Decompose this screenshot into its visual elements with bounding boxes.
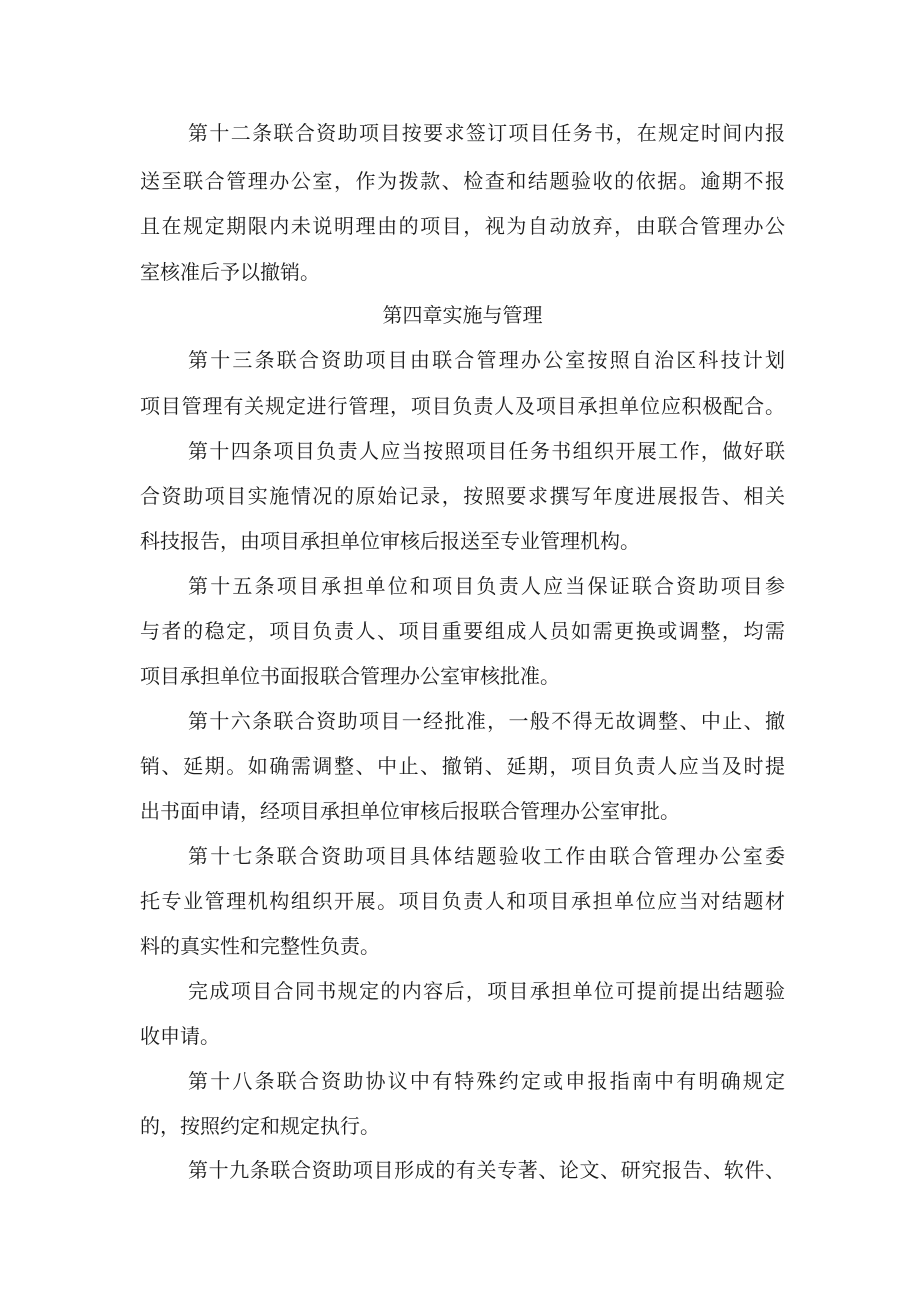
article-15-line-2: 与者的稳定，项目负责人、项目重要组成人员如需更换或调整，均需 (140, 619, 785, 643)
article-16-line-1: 第十六条联合资助项目一经批准，一般不得无故调整、中止、撤 (188, 709, 785, 733)
article-17-line-3: 料的真实性和完整性负责。 (140, 934, 380, 958)
article-17-line-2: 托专业管理机构组织开展。项目负责人和项目承担单位应当对结题材 (140, 889, 785, 913)
article-13-line-2: 项目管理有关规定进行管理，项目负责人及项目承担单位应积极配合。 (140, 394, 785, 418)
article-19-line-1: 第十九条联合资助项目形成的有关专著、论文、研究报告、软件、 (188, 1158, 785, 1182)
article-18-line-2: 的，按照约定和规定执行。 (140, 1114, 380, 1138)
article-17-line-1: 第十七条联合资助项目具体结题验收工作由联合管理办公室委 (188, 844, 785, 868)
article-16-line-3: 出书面申请，经项目承担单位审核后报联合管理办公室审批。 (140, 799, 680, 823)
article-12-line-2: 送至联合管理办公室，作为拨款、检查和结题验收的依据。逾期不报 (140, 169, 785, 193)
article-12-line-1: 第十二条联合资助项目按要求签订项目任务书，在规定时间内报 (188, 121, 785, 145)
article-18-line-1: 第十八条联合资助协议中有特殊约定或申报指南中有明确规定 (188, 1069, 785, 1093)
article-14-line-1: 第十四条项目负责人应当按照项目任务书组织开展工作，做好联 (188, 439, 785, 463)
article-13-line-1: 第十三条联合资助项目由联合管理办公室按照自治区科技计划 (188, 348, 785, 372)
article-14-line-3: 科技报告，由项目承担单位审核后报送至专业管理机构。 (140, 529, 640, 553)
completion-line-1: 完成项目合同书规定的内容后，项目承担单位可提前提出结题验 (188, 979, 785, 1003)
article-14-line-2: 合资助项目实施情况的原始记录，按照要求撰写年度进展报告、相关 (140, 484, 785, 508)
article-12-line-4: 室核准后予以撤销。 (140, 260, 320, 284)
completion-line-2: 收申请。 (140, 1024, 220, 1048)
article-15-line-3: 项目承担单位书面报联合管理办公室审核批准。 (140, 664, 560, 688)
chapter-heading: 第四章实施与管理 (382, 303, 543, 327)
article-16-line-2: 销、延期。如确需调整、中止、撤销、延期，项目负责人应当及时提 (140, 754, 785, 778)
article-12-line-3: 且在规定期限内未说明理由的项目，视为自动放弃，由联合管理办公 (140, 214, 785, 238)
article-15-line-1: 第十五条项目承担单位和项目负责人应当保证联合资助项目参 (188, 574, 785, 598)
